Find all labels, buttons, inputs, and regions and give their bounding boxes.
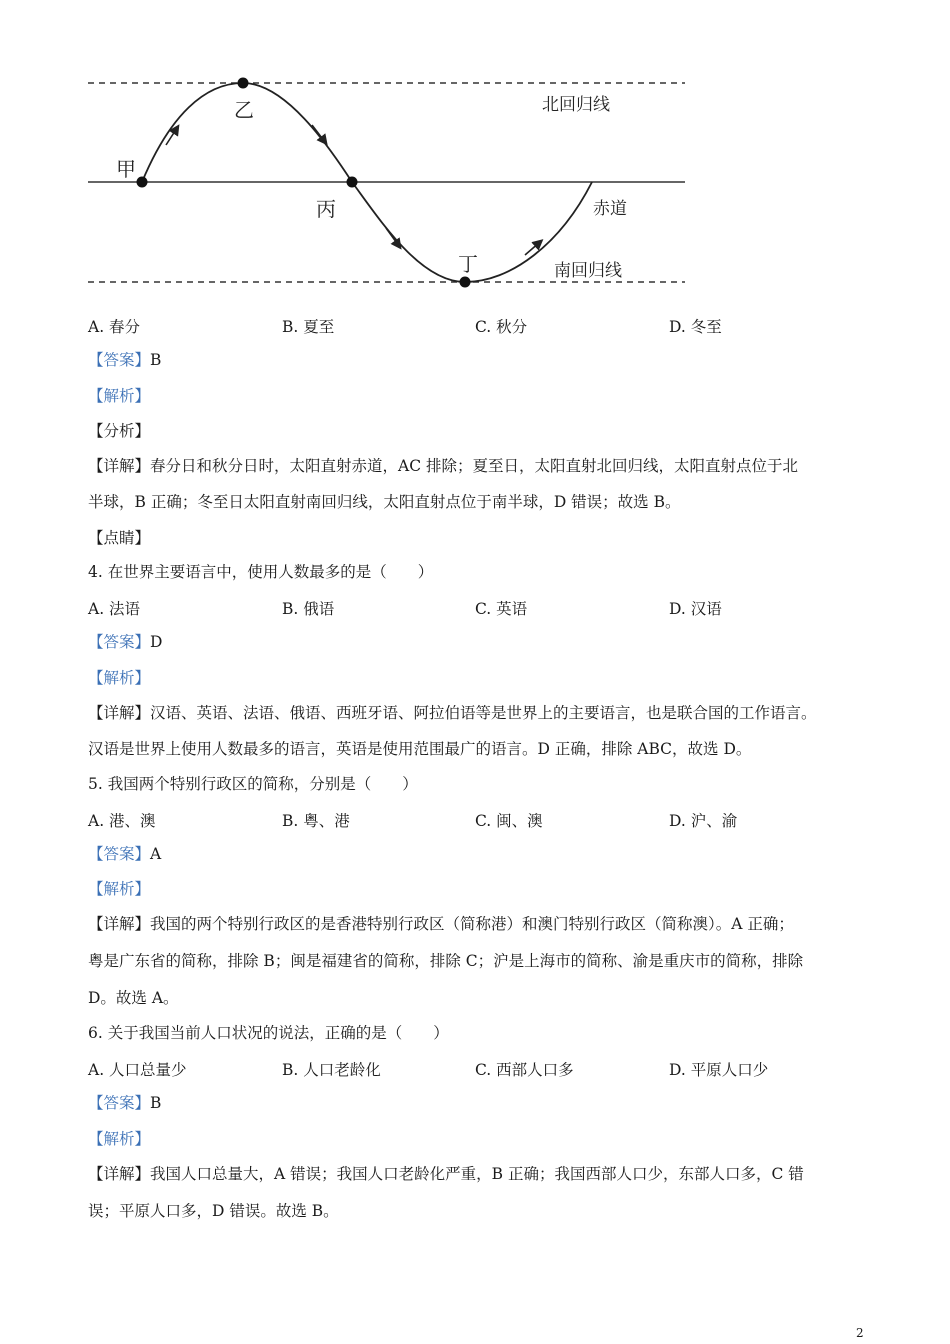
point-jia: [137, 177, 148, 188]
q6-option-d: D. 平原人口少: [669, 1061, 769, 1079]
q6-answer: [88, 1093, 161, 1113]
detail-tag: 【详解】: [88, 1165, 151, 1183]
q4-analysis-tag: 【解析】: [88, 669, 151, 687]
label-equator: 赤道: [593, 199, 627, 219]
answer-value: D: [150, 633, 163, 651]
q6-option-c: C. 西部人口多: [475, 1061, 574, 1079]
sun-path-diagram: [80, 70, 700, 295]
q4-option-c: C. 英语: [475, 600, 528, 618]
q4-option-d: D. 汉语: [669, 600, 722, 618]
arrow-1: [166, 128, 177, 145]
q5-options: [88, 809, 888, 829]
point-yi: [238, 78, 249, 89]
q5-answer: [88, 844, 161, 864]
point-bing: [347, 177, 358, 188]
detail-text: 春分日和秋分日时，太阳直射赤道，AC 排除；夏至日，太阳直射北回归线，太阳直射点位于北: [150, 457, 798, 475]
answer-value: B: [150, 1094, 162, 1112]
q5-option-d: D. 沪、渝: [669, 812, 738, 830]
q5-option-b: B. 粤、港: [282, 812, 350, 830]
q3-fenxi-tag: 【分析】: [88, 422, 151, 440]
q6-option-a: A. 人口总量少: [88, 1061, 187, 1079]
q3-analysis-tag: 【解析】: [88, 387, 151, 405]
label-ding: 丁: [458, 252, 478, 276]
q3-option-c: C. 秋分: [475, 318, 528, 336]
q5-question: 5. 我国两个特别行政区的简称，分别是（ ）: [88, 775, 418, 793]
detail-text: 我国的两个特别行政区的是香港特别行政区（简称港）和澳门特别行政区（简称澳）。A 正确；: [150, 915, 794, 933]
arrow-2: [312, 125, 325, 142]
q5-option-c: C. 闽、澳: [475, 812, 543, 830]
detail-tag: 【详解】: [88, 704, 151, 722]
label-bing: 丙: [316, 197, 336, 221]
label-yi: 乙: [234, 98, 254, 122]
label-tropic-south: 南回归线: [554, 261, 622, 281]
q5-option-a: A. 港、澳: [88, 812, 156, 830]
detail-text: 我国人口总量大，A 错误；我国人口老龄化严重，B 正确；我国西部人口少，东部人口多，C 错: [150, 1165, 804, 1183]
q4-detail-line-2: 汉语是世界上使用人数最多的语言，英语是使用范围最广的语言。D 正确，排除 ABC，故选 D。: [88, 740, 752, 758]
q5-detail-line-3: D。故选 A。: [88, 989, 179, 1007]
q6-option-b: B. 人口老龄化: [282, 1061, 381, 1079]
q5-analysis-tag: 【解析】: [88, 880, 151, 898]
q6-detail-line-1: [88, 1164, 804, 1184]
q4-question: 4. 在世界主要语言中，使用人数最多的是（ ）: [88, 563, 434, 581]
q4-option-a: A. 法语: [88, 600, 141, 618]
answer-value: B: [150, 351, 162, 369]
q3-answer: [88, 350, 161, 370]
q6-question: 6. 关于我国当前人口状况的说法，正确的是（ ）: [88, 1024, 449, 1042]
q4-options: [88, 597, 888, 617]
q3-dianjing-tag: 【点睛】: [88, 529, 151, 547]
q5-detail-line-1: [88, 914, 794, 934]
label-tropic-north: 北回归线: [542, 95, 610, 115]
arrow-3: [386, 228, 399, 246]
detail-tag: 【详解】: [88, 457, 151, 475]
label-jia: 甲: [116, 157, 136, 181]
q3-detail-line-1: [88, 456, 798, 476]
q3-option-b: B. 夏至: [282, 318, 335, 336]
q3-options: [88, 315, 888, 335]
answer-tag: 【答案】: [88, 351, 151, 369]
answer-tag: 【答案】: [88, 1094, 151, 1112]
point-ding: [460, 277, 471, 288]
q5-detail-line-2: 粤是广东省的简称，排除 B；闽是福建省的简称，排除 C；沪是上海市的简称、渝是重庆市的简称，排除: [88, 952, 804, 970]
answer-tag: 【答案】: [88, 633, 151, 651]
q4-option-b: B. 俄语: [282, 600, 335, 618]
detail-tag: 【详解】: [88, 915, 151, 933]
q4-detail-line-1: [88, 703, 817, 723]
answer-tag: 【答案】: [88, 845, 151, 863]
q6-options: [88, 1058, 888, 1078]
q6-analysis-tag: 【解析】: [88, 1130, 151, 1148]
q6-detail-line-2: 误；平原人口多，D 错误。故选 B。: [88, 1202, 339, 1220]
q3-detail-line-2: 半球，B 正确；冬至日太阳直射南回归线，太阳直射点位于南半球，D 错误；故选 B。: [88, 493, 681, 511]
q3-option-d: D. 冬至: [669, 318, 722, 336]
page-number: 2: [856, 1326, 864, 1340]
answer-value: A: [150, 845, 162, 863]
detail-text: 汉语、英语、法语、俄语、西班牙语、阿拉伯语等是世界上的主要语言，也是联合国的工作语言。: [150, 704, 817, 722]
q4-answer: [88, 632, 162, 652]
q3-option-a: A. 春分: [88, 318, 141, 336]
